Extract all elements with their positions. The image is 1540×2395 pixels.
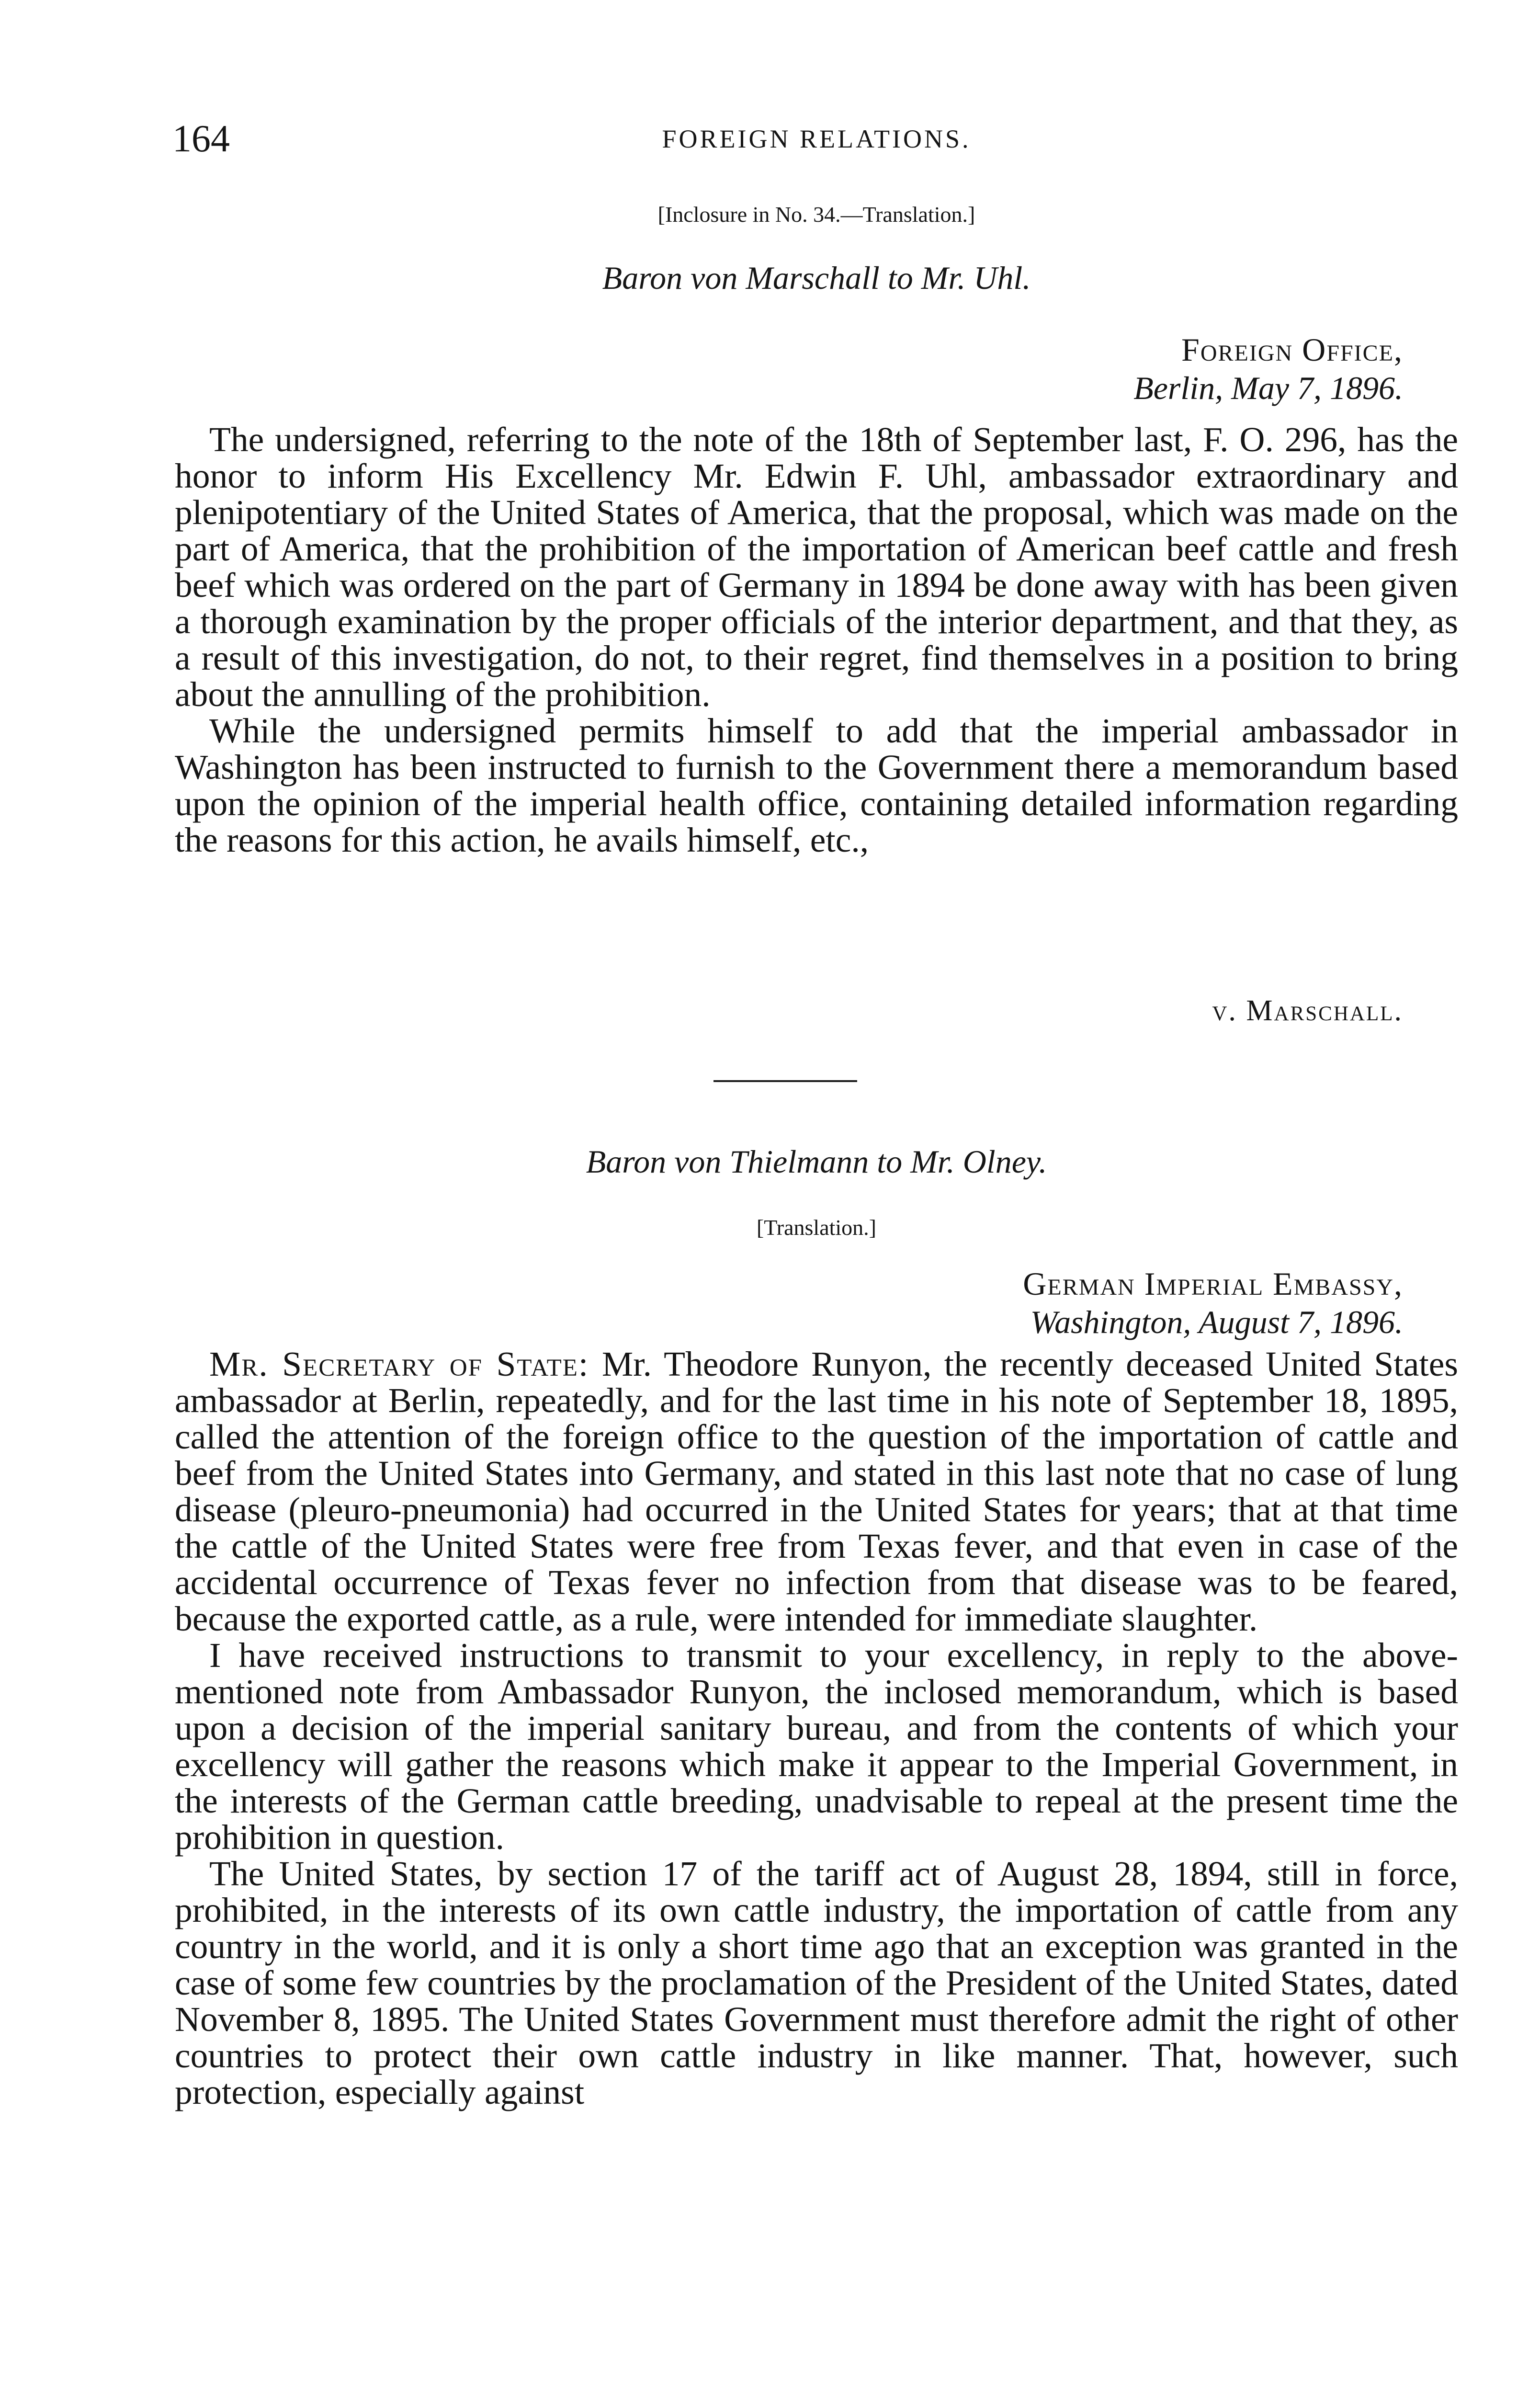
- letter1-paragraph-1: The undersigned, referring to the note of the 18th of September last, F. O. 296, has the honor to inform His Excellency Mr. Edwin F. Uhl, ambassador extraordinary and plenipotentiary of the United States of America, that the proposal, which was made on the part of America, that the prohibition of the importation of American beef cattle and fresh beef which was ordered on the part of Germany in 1894 be done away with has been given a thorough examination by the proper officials of the interior department, and that they, as a result of this investigation, do not, to their regret, find themselves in a position to bring about the annulling of the prohibition.: [175, 420, 1458, 714]
- letter2-body: [175, 1346, 1458, 2110]
- letter1-paragraph-2: While the undersigned permits himself to add that the imperial ambassador in Washington has been instructed to furnish to the Government there a memorandum based upon the opinion of the imperial health office, containing detailed information regarding the reasons for this action, he avails himself, etc.,: [175, 711, 1458, 859]
- letter2-office: German Imperial Embassy,: [1023, 1266, 1403, 1302]
- letter2-paragraph-3: The United States, by section 17 of the tariff act of August 28, 1894, still in force, prohibited, in the interests of its own cattle industry, the importation of cattle from any country in the world, and it is only a short time ago that an exception was granted in the case of some few countries by the proclamation of the President of the United States, dated November 8, 1895. The United States Government must therefore admit the right of other countries to protect their own cattle industry in like manner. That, however, such protection, especially against: [175, 1854, 1458, 2111]
- salutation: Mr. Secretary of State:: [209, 1345, 589, 1383]
- section-divider: [713, 1080, 857, 1082]
- letter2-paragraph-1: [175, 1346, 1458, 1637]
- letter1-heading: Baron von Marschall to Mr. Uhl.: [602, 260, 1031, 296]
- letter1-date: Berlin, May 7, 1896.: [1133, 370, 1403, 406]
- translation-note: [Translation.]: [756, 1215, 876, 1240]
- letter2-heading: Baron von Thielmann to Mr. Olney.: [586, 1143, 1047, 1180]
- letter1-signature: v. Marschall.: [1212, 994, 1403, 1027]
- letter1-office: Foreign Office,: [1181, 331, 1403, 368]
- running-head: [172, 120, 1461, 158]
- letter2-paragraph-2: I have received instructions to transmit to your excellency, in reply to the above-mentioned note from Ambassador Runyon, the inclosed memorandum, which is based upon a decision of the imperial sanitary bureau, and from the contents of which your excellency will gather the reasons which make it appear to the Imperial Government, in the interests of the German cattle breeding, unadvisable to repeal at the present time the prohibition in question.: [175, 1636, 1458, 1857]
- letter2-date: Washington, August 7, 1896.: [1030, 1304, 1403, 1340]
- letter1-body: [175, 422, 1458, 858]
- letter2-paragraph-1-text: Mr. Theodore Runyon, the recently deceased United States ambassador at Berlin, repeatedly, and for the last time in his note of September 18, 1895, called the attention of the foreign office to the question of the importation of cattle and beef from the United States into Germany, and stated in this last note that no case of lung disease (pleuro-pneumonia) had occurred in the United States for years; that at that time the cattle of the United States were free from Texas fever, and that even in case of the accidental occurrence of Texas fever no infection from that disease was to be feared, because the exported cattle, as a rule, were intended for immediate slaughter.: [175, 1345, 1458, 1638]
- inclosure-note: [Inclosure in No. 34.—Translation.]: [657, 202, 975, 227]
- page-number: 164: [172, 118, 230, 160]
- running-title: FOREIGN RELATIONS.: [662, 125, 971, 153]
